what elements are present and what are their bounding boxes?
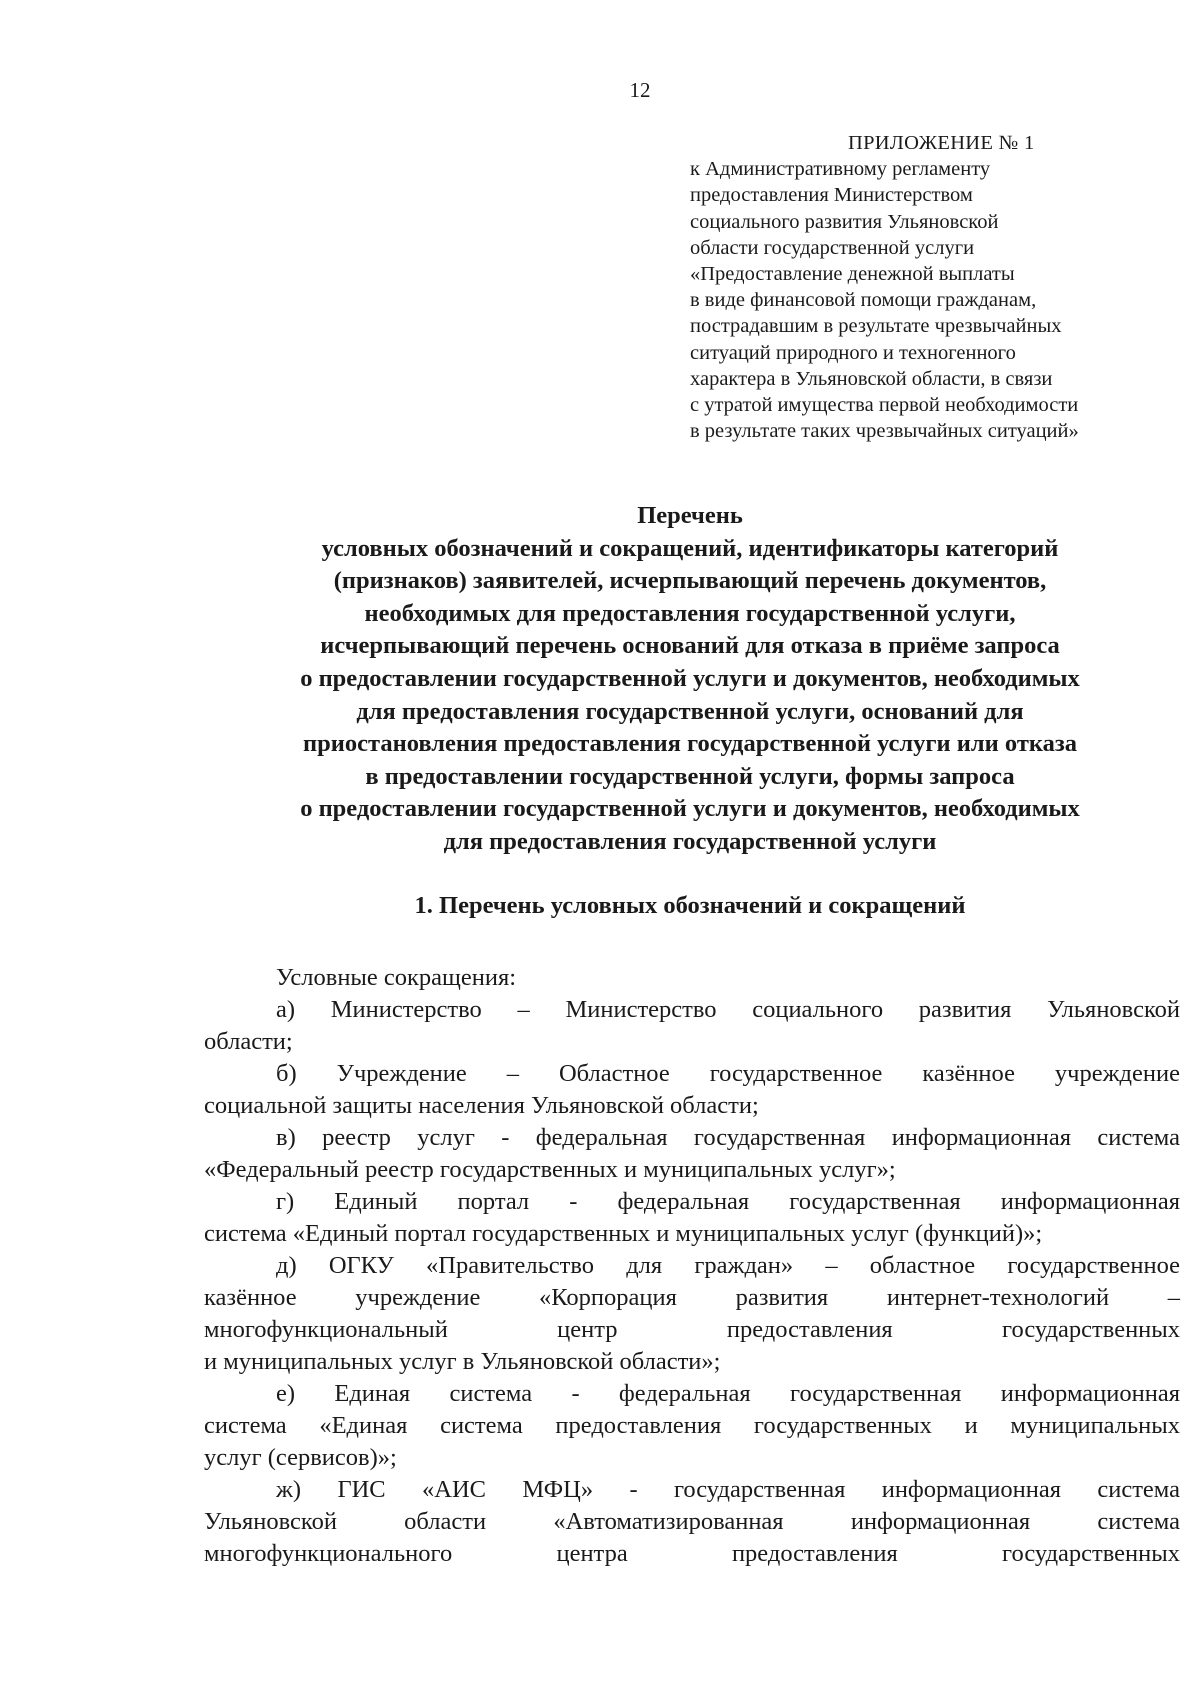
document-title [160, 500, 1200, 859]
appendix-line: социального развития Ульяновской [690, 210, 999, 233]
title-line: о предоставлении государственной услуги и документов, необходимых [300, 795, 1080, 823]
item-g-rest: система «Единый портал государственных и муниципальных услуг (функций)»; [204, 1220, 1043, 1247]
appendix-line: характера в Ульяновской области, в связи [690, 367, 1053, 390]
item-g-line: г) Единый портал - федеральная государственная информационная [276, 1188, 1180, 1215]
appendix-line: с утратой имущества первой необходимости [690, 394, 1079, 417]
item-zh-line: ж) ГИС «АИС МФЦ» - государственная информационная система [276, 1476, 1180, 1503]
title-line: о предоставлении государственной услуги и документов, необходимых [300, 664, 1080, 692]
section-body [204, 962, 1180, 1570]
title-line: условных обозначений и сокращений, идентификаторы категорий [321, 534, 1059, 562]
appendix-line: пострадавшим в результате чрезвычайных [690, 315, 1062, 338]
item-zh-line: Ульяновской области «Автоматизированная информационная система [204, 1508, 1180, 1535]
appendix-line: области государственной услуги [690, 236, 975, 259]
title-line: приостановления предоставления государственной услуги или отказа [303, 730, 1077, 758]
title-line: для предоставления государственной услуги, оснований для [356, 697, 1024, 725]
page-number: 12 [629, 78, 651, 102]
title-line: (признаков) заявителей, исчерпывающий перечень документов, [333, 567, 1047, 595]
appendix-line: в результате таких чрезвычайных ситуаций» [690, 420, 1079, 443]
item-d-rest: и муниципальных услуг в Ульяновской области»; [204, 1348, 721, 1375]
appendix-block [690, 130, 1170, 444]
item-a-line: а) Министерство – Министерство социального развития Ульяновской [276, 996, 1180, 1023]
appendix-line: в виде финансовой помощи гражданам, [690, 289, 1037, 312]
item-d-line: д) ОГКУ «Правительство для граждан» – областное государственное [276, 1252, 1180, 1279]
title-line: исчерпывающий перечень оснований для отказа в приёме запроса [320, 632, 1060, 660]
appendix-line: предоставления Министерством [690, 184, 973, 207]
item-b-line: б) Учреждение – Областное государственное казённое учреждение [276, 1060, 1180, 1087]
intro-text: Условные сокращения: [276, 964, 517, 991]
item-v-rest: «Федеральный реестр государственных и муниципальных услуг»; [204, 1156, 896, 1183]
item-b-rest: социальной защиты населения Ульяновской области; [204, 1092, 759, 1119]
item-a-rest: области; [204, 1028, 293, 1055]
appendix-heading: ПРИЛОЖЕНИЕ № 1 [848, 132, 1035, 154]
item-e-line: система «Единая система предоставления государственных и муниципальных [204, 1412, 1180, 1439]
item-d-line: казённое учреждение «Корпорация развития интернет-технологий – [204, 1284, 1180, 1311]
item-e-rest: услуг (сервисов)»; [204, 1444, 397, 1471]
item-zh-line: многофункционального центра предоставления государственных [204, 1540, 1180, 1567]
appendix-line: к Административному регламенту [690, 158, 991, 181]
item-v-line: в) реестр услуг - федеральная государственная информационная система [276, 1124, 1180, 1151]
title-line: в предоставлении государственной услуги, формы запроса [365, 762, 1015, 790]
title-line: Перечень [637, 502, 743, 529]
title-line: для предоставления государственной услуги [443, 827, 937, 855]
title-line: необходимых для предоставления государственной услуги, [364, 599, 1016, 627]
appendix-line: «Предоставление денежной выплаты [690, 263, 1015, 286]
section-heading: 1. Перечень условных обозначений и сокращений [414, 892, 966, 919]
item-d-line: многофункциональный центр предоставления государственных [204, 1316, 1180, 1343]
item-e-line: е) Единая система - федеральная государственная информационная [276, 1380, 1180, 1407]
appendix-line: ситуаций природного и техногенного [690, 341, 1016, 364]
